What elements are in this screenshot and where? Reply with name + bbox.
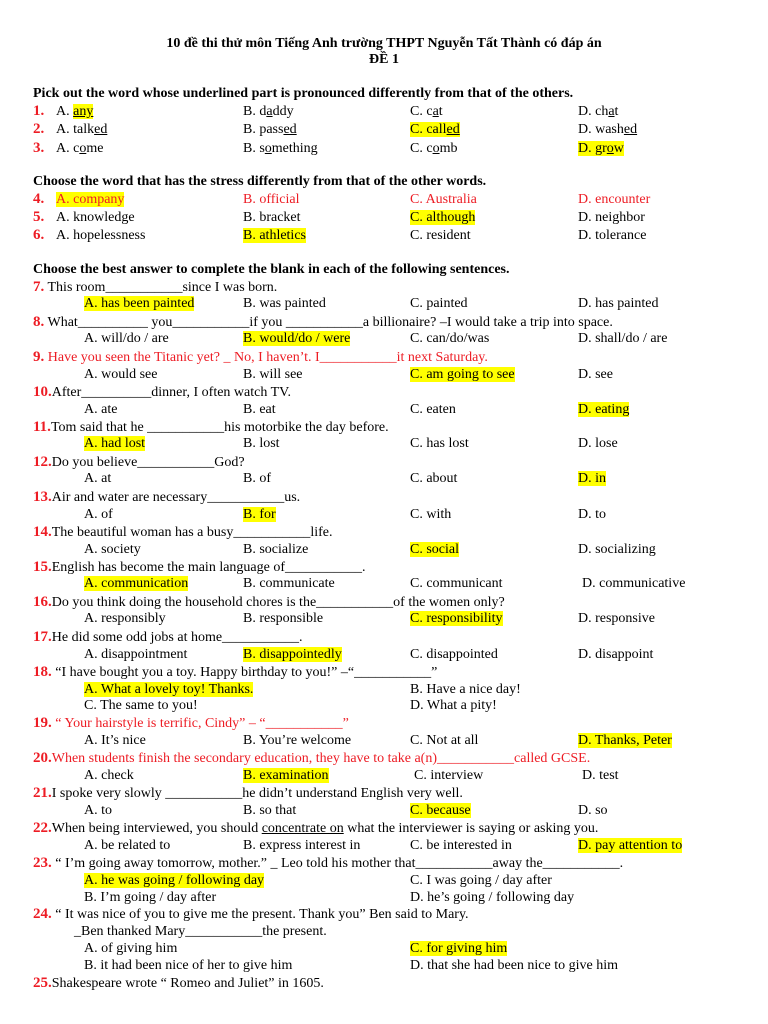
option-b: B. would/do / were [243, 331, 351, 346]
question-9: 9. Have you seen the Titanic yet? _ No, I haven’t. I___________it next Saturday. [33, 349, 488, 365]
question-7: 7. This room___________since I was born. [33, 279, 278, 295]
option-c: C. social [410, 542, 459, 557]
option-a: A. would see [84, 367, 158, 382]
doc-title: 10 đề thi thử môn Tiếng Anh trường THPT Nguyễn Tất Thành có đáp án [166, 36, 602, 51]
option-a: A. to [84, 803, 112, 818]
question-15: 15.English has become the main language of___________. [33, 559, 366, 575]
question-10: 10.After__________dinner, I often watch TV. [33, 384, 291, 400]
option-d: D. encounter [578, 192, 651, 207]
section-instruction-pronunciation: Pick out the word whose underlined part is pronounced differently from that of the others. [33, 86, 574, 101]
option-a: A. will/do / are [84, 331, 169, 346]
option-b: B. official [243, 192, 300, 207]
option-a: A. at [84, 471, 112, 486]
question-12: 12.Do you believe___________God? [33, 454, 245, 470]
option-c: C. for giving him [410, 941, 508, 956]
option-a: A. talked [56, 122, 108, 137]
option-b: B. athletics [243, 228, 306, 243]
option-b: B. socialize [243, 542, 309, 557]
option-c: C. I was going / day after [410, 873, 552, 888]
option-a: A. any [56, 104, 94, 119]
option-a: A. hopelessness [56, 228, 146, 243]
question-3: 3. [33, 140, 45, 156]
option-b: B. responsible [243, 611, 324, 626]
option-c: C. cat [410, 104, 443, 119]
option-a: A. knowledge [56, 210, 135, 225]
option-d: D. see [578, 367, 613, 382]
question-18: 18. “I have bought you a toy. Happy birthday to you!” –“___________” [33, 664, 438, 680]
option-d: D. communicative [582, 576, 686, 591]
question-6: 6. [33, 227, 45, 243]
option-d: D. washed [578, 122, 638, 137]
question-14: 14.The beautiful woman has a busy___________life. [33, 524, 333, 540]
option-c: C. painted [410, 296, 468, 311]
option-a: A. he was going / following day [84, 873, 265, 888]
question-20: 20.When students finish the secondary education, they have to take a(n)___________called GCSE. [33, 750, 591, 766]
question-23: 23. “ I’m going away tomorrow, mother.” _ Leo told his mother that___________away the___________. [33, 855, 624, 871]
option-d: D. test [582, 768, 619, 783]
option-a: A. had lost [84, 436, 146, 451]
option-b: B. something [243, 141, 318, 156]
option-d: D. Thanks, Peter [578, 733, 672, 748]
option-b: B. express interest in [243, 838, 361, 853]
option-c: C. has lost [410, 436, 469, 451]
option-d: D. neighbor [578, 210, 645, 225]
option-a: A. ate [84, 402, 118, 417]
option-a: A. company [56, 192, 125, 207]
question-24: 24. “ It was nice of you to give me the present. Thank you” Ben said to Mary. [33, 906, 469, 922]
option-a: A. It’s nice [84, 733, 146, 748]
option-d: D. shall/do / are [578, 331, 668, 346]
option-c: C. Not at all [410, 733, 479, 748]
option-b: B. passed [243, 122, 297, 137]
section-instruction-blank: Choose the best answer to complete the blank in each of the following sentences. [33, 262, 510, 277]
option-b: B. disappointedly [243, 647, 342, 662]
question-17: 17.He did some odd jobs at home___________. [33, 629, 303, 645]
question-22: 22.When being interviewed, you should concentrate on what the interviewer is saying or asking you. [33, 820, 599, 836]
option-b: B. so that [243, 803, 297, 818]
question-16: 16.Do you think doing the household chores is the___________of the women only? [33, 594, 505, 610]
option-c: C. although [410, 210, 476, 225]
question-5: 5. [33, 209, 45, 225]
option-c: C. called [410, 122, 460, 137]
option-d: D. tolerance [578, 228, 647, 243]
option-c: C. with [410, 507, 452, 522]
option-a: A. check [84, 768, 134, 783]
option-d: D. grow [578, 141, 624, 156]
option-d: D. he’s going / following day [410, 890, 575, 905]
option-d: D. What a pity! [410, 698, 497, 713]
option-a: A. of giving him [84, 941, 178, 956]
option-c: C. Australia [410, 192, 477, 207]
option-c: C. resident [410, 228, 471, 243]
option-b: B. of [243, 471, 271, 486]
option-a: A. be related to [84, 838, 171, 853]
option-b: B. Have a nice day! [410, 682, 521, 697]
section-instruction-stress: Choose the word that has the stress differently from that of the other words. [33, 174, 487, 189]
option-c: C. interview [414, 768, 484, 783]
option-a: A. come [56, 141, 104, 156]
option-a: A. What a lovely toy! Thanks. [84, 682, 254, 697]
question-13: 13.Air and water are necessary___________us. [33, 489, 301, 505]
option-a: A. responsibly [84, 611, 166, 626]
exam-number: ĐỀ 1 [369, 52, 399, 67]
option-b: B. You’re welcome [243, 733, 352, 748]
question-11: 11.Tom said that he ___________his motorbike the day before. [33, 419, 389, 435]
option-c: C. about [410, 471, 458, 486]
option-d: D. responsive [578, 611, 655, 626]
option-d: D. in [578, 471, 606, 486]
question-24-line2: _Ben thanked Mary___________the present. [74, 924, 327, 939]
option-b: B. eat [243, 402, 276, 417]
option-a: A. of [84, 507, 113, 522]
question-1: 1. [33, 103, 45, 119]
option-c: C. disappointed [410, 647, 498, 662]
option-d: D. lose [578, 436, 618, 451]
option-c: C. comb [410, 141, 458, 156]
option-b: B. communicate [243, 576, 335, 591]
option-a: A. has been painted [84, 296, 195, 311]
option-a: A. society [84, 542, 141, 557]
option-c: C. communicant [410, 576, 503, 591]
question-19: 19. “ Your hairstyle is terrific, Cindy” – “___________” [33, 715, 349, 731]
option-d: D. chat [578, 104, 619, 119]
option-d: D. has painted [578, 296, 659, 311]
option-d: D. eating [578, 402, 630, 417]
option-d: D. socializing [578, 542, 656, 557]
option-c: C. The same to you! [84, 698, 198, 713]
question-8: 8. What__________ you___________if you ___________a billionaire? –I would take a trip into space. [33, 314, 613, 330]
option-d: D. pay attention to [578, 838, 683, 853]
option-a: A. disappointment [84, 647, 188, 662]
option-c: C. be interested in [410, 838, 512, 853]
option-d: D. so [578, 803, 608, 818]
option-c: C. because [410, 803, 471, 818]
option-d: D. to [578, 507, 606, 522]
option-b: B. will see [243, 367, 303, 382]
option-c: C. can/do/was [410, 331, 490, 346]
option-b: B. I’m going / day after [84, 890, 217, 905]
option-c: C. am going to see [410, 367, 515, 382]
option-a: A. communication [84, 576, 189, 591]
option-b: B. daddy [243, 104, 294, 119]
option-b: B. it had been nice of her to give him [84, 958, 293, 973]
option-b: B. bracket [243, 210, 301, 225]
option-c: C. eaten [410, 402, 456, 417]
option-d: D. disappoint [578, 647, 654, 662]
question-21: 21.I spoke very slowly ___________he didn’t understand English very well. [33, 785, 463, 801]
option-b: B. for [243, 507, 276, 522]
option-d: D. that she had been nice to give him [410, 958, 618, 973]
question-4: 4. [33, 191, 45, 207]
question-25: 25.Shakespeare wrote “ Romeo and Juliet” in 1605. [33, 975, 324, 991]
question-2: 2. [33, 121, 45, 137]
option-b: B. lost [243, 436, 280, 451]
option-b: B. was painted [243, 296, 326, 311]
option-b: B. examination [243, 768, 329, 783]
option-c: C. responsibility [410, 611, 503, 626]
